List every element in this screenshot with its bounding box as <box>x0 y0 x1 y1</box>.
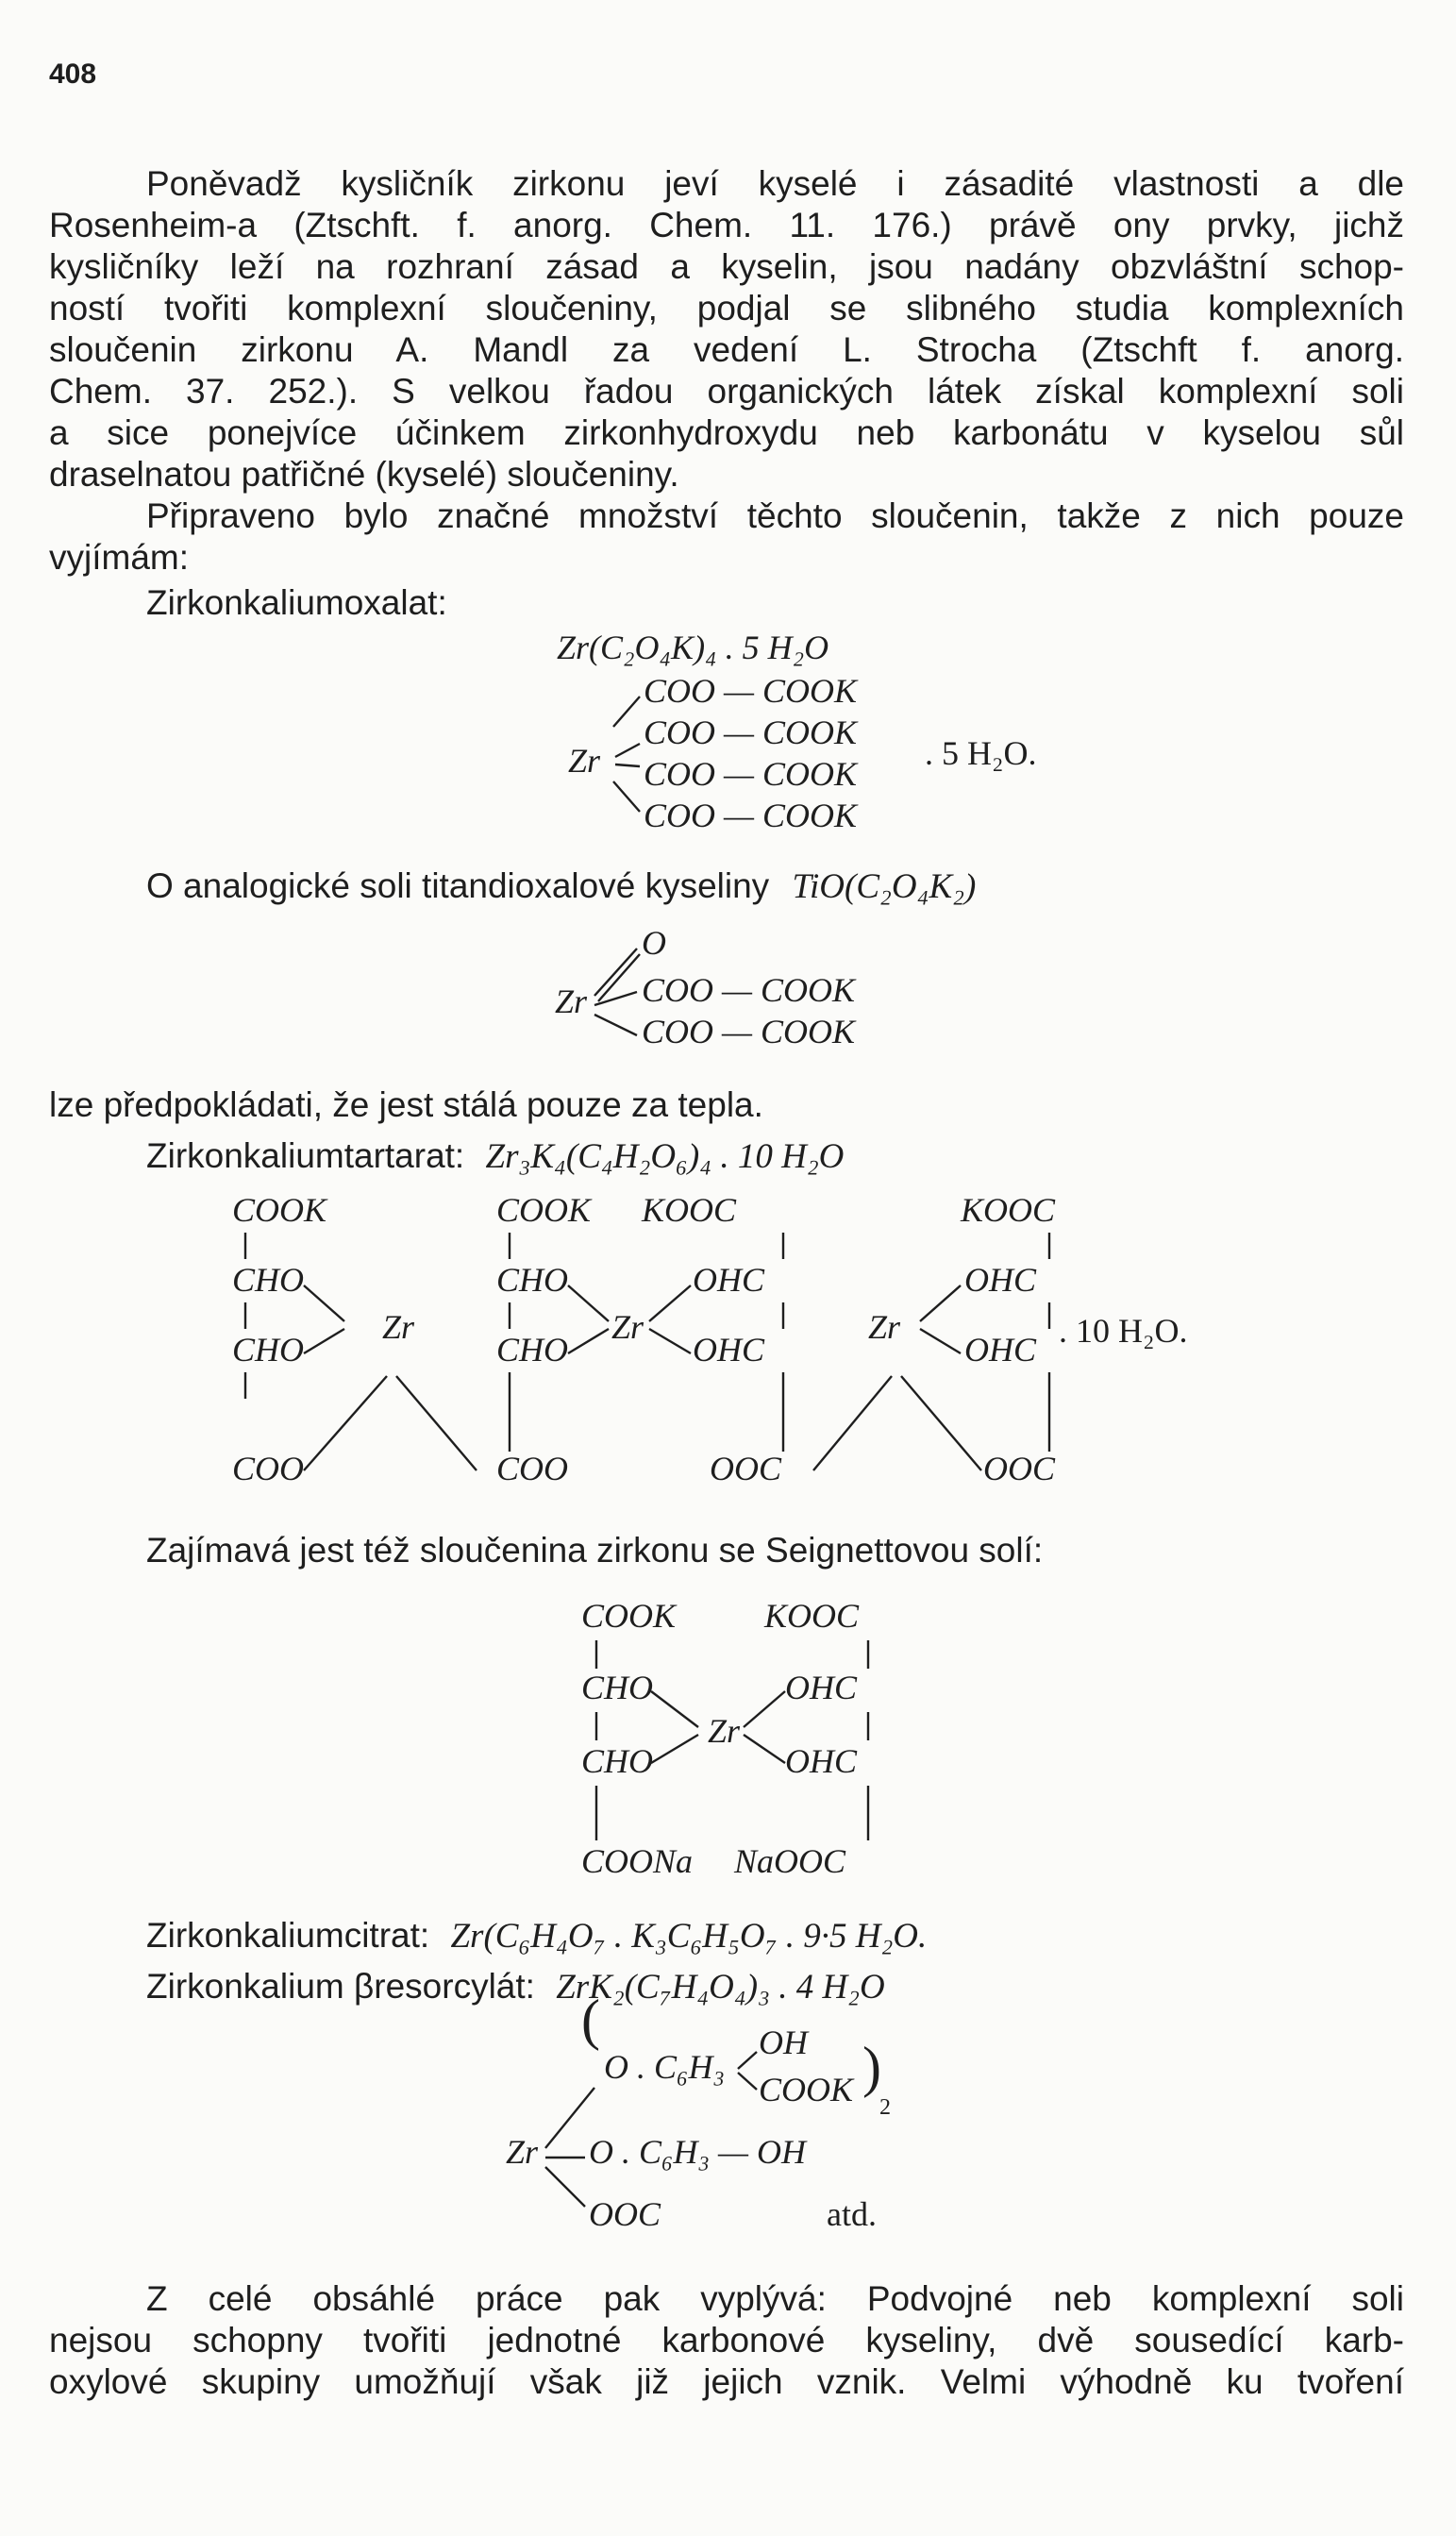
bond-line <box>598 954 640 1001</box>
bond-line <box>651 1691 698 1727</box>
atd-text: atd. <box>827 2195 877 2233</box>
bond-line <box>813 1376 892 1470</box>
titan-formula: TiO(C₂O₄K₂) <box>792 867 977 906</box>
text-line: Připraveno bylo značné množství těchto sloučenin, takže z nich pouze <box>146 496 1404 535</box>
oxalate-structure <box>528 623 1132 849</box>
bracket-open: ( <box>581 1989 600 2051</box>
tartrate-label-text: Zirkonkaliumtartarat: <box>146 1136 465 1175</box>
text-line: Poněvadž kysličník zirkonu jeví kyselé i zásadité vlastnosti a dle <box>146 164 1404 203</box>
resorcylate-structure <box>491 1989 981 2246</box>
text-line: oxylové skupiny umožňují však již jejich vznik. Velmi výhodně ku tvoření <box>49 2362 1404 2401</box>
text-line: Z celé obsáhlé práce pak vyplývá: Podvojné neb komplexní soli <box>146 2279 1404 2318</box>
bond-line <box>304 1329 344 1353</box>
bond-line <box>649 1285 691 1321</box>
oh-text: OH <box>759 2024 808 2061</box>
cho-text: CHO <box>581 1742 654 1780</box>
page-number: 408 <box>49 59 97 90</box>
cho-text: CHO <box>232 1331 305 1369</box>
arm-text: COO — COOK <box>644 672 858 710</box>
zr-text: Zr <box>868 1308 901 1346</box>
resorcylate-line <box>146 1967 885 2007</box>
coona-text: COONa <box>581 1842 694 1880</box>
bond-line <box>304 1285 344 1321</box>
bond-line <box>594 1015 637 1035</box>
text-line: kysličníky leží na rozhraní zásad a kyselin, jsou nadány obzvláštní schop- <box>49 247 1404 286</box>
resorcylate-formula: ZrK₂(C₇H₄O₄)₃ . 4 H₂O <box>556 1968 885 2007</box>
subscript-text: 2 <box>879 2095 891 2120</box>
bond-line <box>738 2073 757 2090</box>
titan-tail: lze předpokládati, že jest stálá pouze za tepla. <box>49 1085 763 1124</box>
paragraph-intro <box>49 163 1404 579</box>
cho-text: CHO <box>581 1669 654 1706</box>
water-text: . 10 H₂O. <box>1059 1312 1188 1350</box>
oxalate-formula: Zr(C₂O₄K)₄ . 5 H₂O <box>557 629 829 666</box>
oxo-text: O <box>642 924 666 962</box>
resorcylate-label: Zirkonkalium βresorcylát: <box>146 1967 535 2006</box>
bond-line <box>396 1376 477 1470</box>
arm-text: COO — COOK <box>644 797 858 834</box>
text-line: ností tvořiti komplexní sloučeniny, podjal se slibného studia komplexních <box>49 289 1404 327</box>
text-line: vyjímám: <box>49 538 189 577</box>
kooc-text: KOOC <box>961 1191 1056 1229</box>
bond-line <box>594 949 637 996</box>
water-text: . 5 H₂O. <box>925 734 1037 772</box>
cho-text: CHO <box>496 1331 569 1369</box>
arm-text: COO — COOK <box>644 755 858 793</box>
citrate-formula: Zr(C₆H₄O₇ . K₃C₆H₅O₇ . 9·5 H₂O. <box>450 1917 928 1956</box>
text-line: sloučenin zirkonu A. Mandl za vedení L. Strocha (Ztschft f. anorg. <box>49 330 1404 369</box>
zr-center: Zr <box>506 2133 539 2171</box>
cho-text: CHO <box>232 1261 305 1299</box>
ooc-text: OOC <box>589 2195 661 2233</box>
bond-line <box>568 1329 609 1353</box>
bond-line <box>545 2088 594 2148</box>
middle-text: O . C₆H₃ — OH <box>589 2133 807 2171</box>
seignette-structure <box>576 1593 972 1895</box>
arm-text: COO — COOK <box>642 971 856 1009</box>
bond-line <box>615 744 640 757</box>
titan-sentence: O analogické soli titandioxalové kyseliny <box>146 866 770 905</box>
tartrate-label <box>146 1136 844 1177</box>
bond-line <box>920 1329 961 1353</box>
bond-line <box>651 1735 698 1763</box>
arm-text: COO — COOK <box>644 714 858 751</box>
ohc-text: OHC <box>964 1331 1037 1369</box>
text-line: nejsou schopny tvořiti jednotné karbonové kyseliny, dvě sousedící karb- <box>49 2321 1404 2360</box>
zr-text: Zr <box>611 1308 644 1346</box>
bond-line <box>738 2052 757 2069</box>
bond-line <box>744 1735 785 1763</box>
ooc-text: OOC <box>710 1450 782 1487</box>
cho-text: CHO <box>496 1261 569 1299</box>
ohc-text: OHC <box>693 1331 765 1369</box>
text-line: a sice ponejvíce účinkem zirkonhydroxydu neb karbonátu v kyselou sůl <box>49 413 1404 452</box>
seignette-text: Zajímavá jest též sloučenina zirkonu se Seignettovou solí: <box>146 1531 1044 1570</box>
ohc-text: OHC <box>785 1669 858 1706</box>
bond-line <box>920 1285 961 1321</box>
bond-line <box>568 1285 609 1321</box>
titan-structure <box>547 920 944 1062</box>
kooc-text: KOOC <box>764 1597 860 1635</box>
citrate-line <box>146 1916 927 1957</box>
ohc-text: OHC <box>785 1742 858 1780</box>
text-line: Rosenheim-a (Ztschft. f. anorg. Chem. 11. 176.) právě ony prvky, jichž <box>49 206 1404 244</box>
coo-text: COO <box>232 1450 305 1487</box>
paragraph-conclusion <box>49 2278 1404 2403</box>
zr-text: Zr <box>382 1308 415 1346</box>
zr-center: Zr <box>568 742 601 780</box>
ring-text: O . C₆H₃ <box>604 2048 726 2086</box>
zr-text: Zr <box>708 1712 741 1750</box>
arm-text: COO — COOK <box>642 1013 856 1050</box>
bracket-close: ) <box>862 2036 881 2098</box>
cook-text: COOK <box>581 1597 677 1635</box>
tartrate-structure <box>226 1187 1255 1499</box>
bond-line <box>615 764 640 766</box>
kooc-text: KOOC <box>642 1191 737 1229</box>
text-line: draselnatou patřičné (kyselé) sloučeniny. <box>49 455 679 494</box>
citrate-label: Zirkonkaliumcitrat: <box>146 1916 430 1955</box>
bond-line <box>649 1329 691 1353</box>
ooc-text: OOC <box>983 1450 1056 1487</box>
cook-text: COOK <box>232 1191 327 1229</box>
ohc-text: OHC <box>693 1261 765 1299</box>
bond-line <box>744 1691 785 1727</box>
coo-text: COO <box>496 1450 569 1487</box>
bond-line <box>613 781 640 812</box>
titan-text <box>146 866 976 907</box>
naooc-text: NaOOC <box>734 1842 846 1880</box>
bond-line <box>613 697 640 727</box>
zr-center: Zr <box>555 982 588 1020</box>
bond-line <box>901 1376 981 1470</box>
bond-line <box>545 2167 585 2207</box>
oxalate-label: Zirkonkaliumoxalat: <box>146 583 447 622</box>
ohc-text: OHC <box>964 1261 1037 1299</box>
cook-text: COOK <box>496 1191 592 1229</box>
cook-text: COOK <box>759 2071 854 2108</box>
bond-line <box>304 1376 387 1470</box>
tartrate-formula: Zr₃K₄(C₄H₂O₆)₄ . 10 H₂O <box>485 1137 845 1176</box>
text-line: Chem. 37. 252.). S velkou řadou organických látek získal komplexní soli <box>49 372 1404 411</box>
